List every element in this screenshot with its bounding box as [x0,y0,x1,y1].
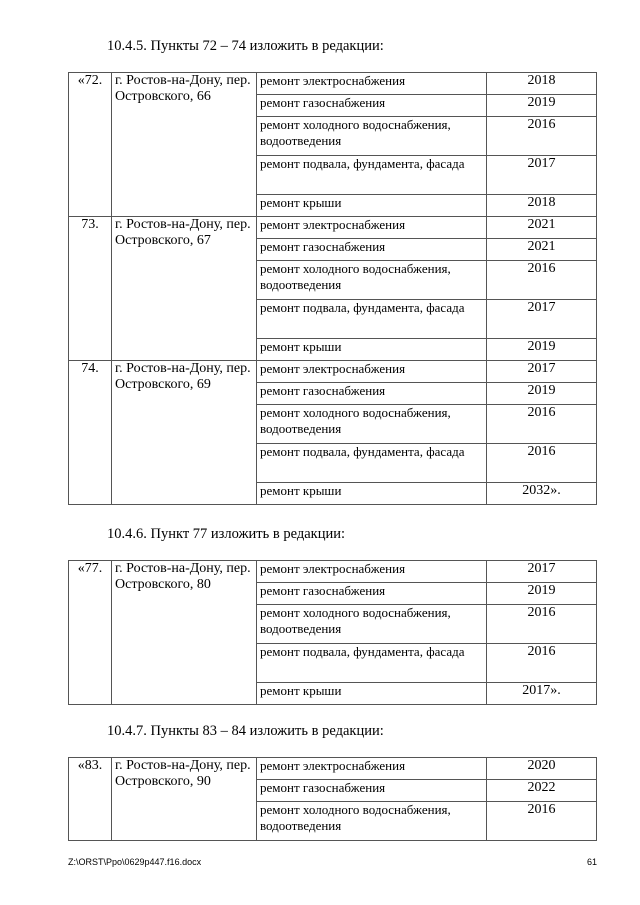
year-cell: 2021 [487,217,597,239]
year-cell: 2016 [487,444,597,483]
year-cell: 2022 [487,780,597,802]
footer-page-number: 61 [586,857,597,867]
work-type-cell: ремонт крыши [257,683,487,705]
table-row [69,73,597,95]
year-cell: 2016 [487,644,597,683]
work-type-cell: ремонт холодного водоснабжения, водоотведения [257,802,487,841]
year-cell: 2019 [487,583,597,605]
address-cell: г. Ростов-на-Дону, пер. Островского, 69 [112,361,257,505]
address-cell: г. Ростов-на-Дону, пер. Островского, 67 [112,217,257,361]
year-cell: 2017 [487,361,597,383]
work-type-cell: ремонт холодного водоснабжения, водоотведения [257,605,487,644]
repair-schedule-table-83-84 [68,757,597,841]
table-row [69,217,597,239]
work-type-cell: ремонт электроснабжения [257,758,487,780]
work-type-cell: ремонт холодного водоснабжения, водоотведения [257,261,487,300]
table-row [69,758,597,780]
section-heading-10-4-6: 10.4.6. Пункт 77 изложить в редакции: [107,526,346,542]
year-cell: 2021 [487,239,597,261]
work-type-cell: ремонт газоснабжения [257,95,487,117]
work-type-cell: ремонт электроснабжения [257,73,487,95]
section-heading-10-4-7: 10.4.7. Пункты 83 – 84 изложить в редакции: [107,723,384,739]
table-row [69,561,597,583]
address-cell: г. Ростов-на-Дону, пер. Островского, 66 [112,73,257,217]
work-type-cell: ремонт крыши [257,483,487,505]
repair-schedule-table-72-74 [68,72,597,505]
work-type-cell: ремонт крыши [257,339,487,361]
year-cell: 2017 [487,300,597,339]
table-row [69,361,597,383]
work-type-cell: ремонт газоснабжения [257,583,487,605]
year-cell: 2019 [487,95,597,117]
year-cell: 2017 [487,561,597,583]
work-type-cell: ремонт подвала, фундамента, фасада [257,156,487,195]
year-cell: 2019 [487,339,597,361]
work-type-cell: ремонт холодного водоснабжения, водоотведения [257,117,487,156]
work-type-cell: ремонт электроснабжения [257,217,487,239]
year-cell: 2016 [487,405,597,444]
item-number-cell: «77. [69,561,112,705]
footer-file-path: Z:\ORST\Ppo\0629p447.f16.docx [68,857,202,867]
work-type-cell: ремонт подвала, фундамента, фасада [257,300,487,339]
work-type-cell: ремонт газоснабжения [257,780,487,802]
year-cell: 2017 [487,156,597,195]
work-type-cell: ремонт подвала, фундамента, фасада [257,444,487,483]
year-cell: 2018 [487,73,597,95]
address-cell: г. Ростов-на-Дону, пер. Островского, 80 [112,561,257,705]
item-number-cell: «83. [69,758,112,841]
year-cell: 2016 [487,117,597,156]
work-type-cell: ремонт электроснабжения [257,361,487,383]
address-cell: г. Ростов-на-Дону, пер. Островского, 90 [112,758,257,841]
year-cell: 2032». [487,483,597,505]
item-number-cell: 73. [69,217,112,361]
year-cell: 2016 [487,605,597,644]
work-type-cell: ремонт газоснабжения [257,383,487,405]
year-cell: 2019 [487,383,597,405]
work-type-cell: ремонт холодного водоснабжения, водоотведения [257,405,487,444]
year-cell: 2018 [487,195,597,217]
work-type-cell: ремонт электроснабжения [257,561,487,583]
item-number-cell: 74. [69,361,112,505]
work-type-cell: ремонт подвала, фундамента, фасада [257,644,487,683]
section-heading-10-4-5: 10.4.5. Пункты 72 – 74 изложить в редакции: [107,38,384,54]
item-number-cell: «72. [69,73,112,217]
year-cell: 2017». [487,683,597,705]
year-cell: 2016 [487,261,597,300]
year-cell: 2016 [487,802,597,841]
work-type-cell: ремонт газоснабжения [257,239,487,261]
repair-schedule-table-77 [68,560,597,705]
work-type-cell: ремонт крыши [257,195,487,217]
year-cell: 2020 [487,758,597,780]
